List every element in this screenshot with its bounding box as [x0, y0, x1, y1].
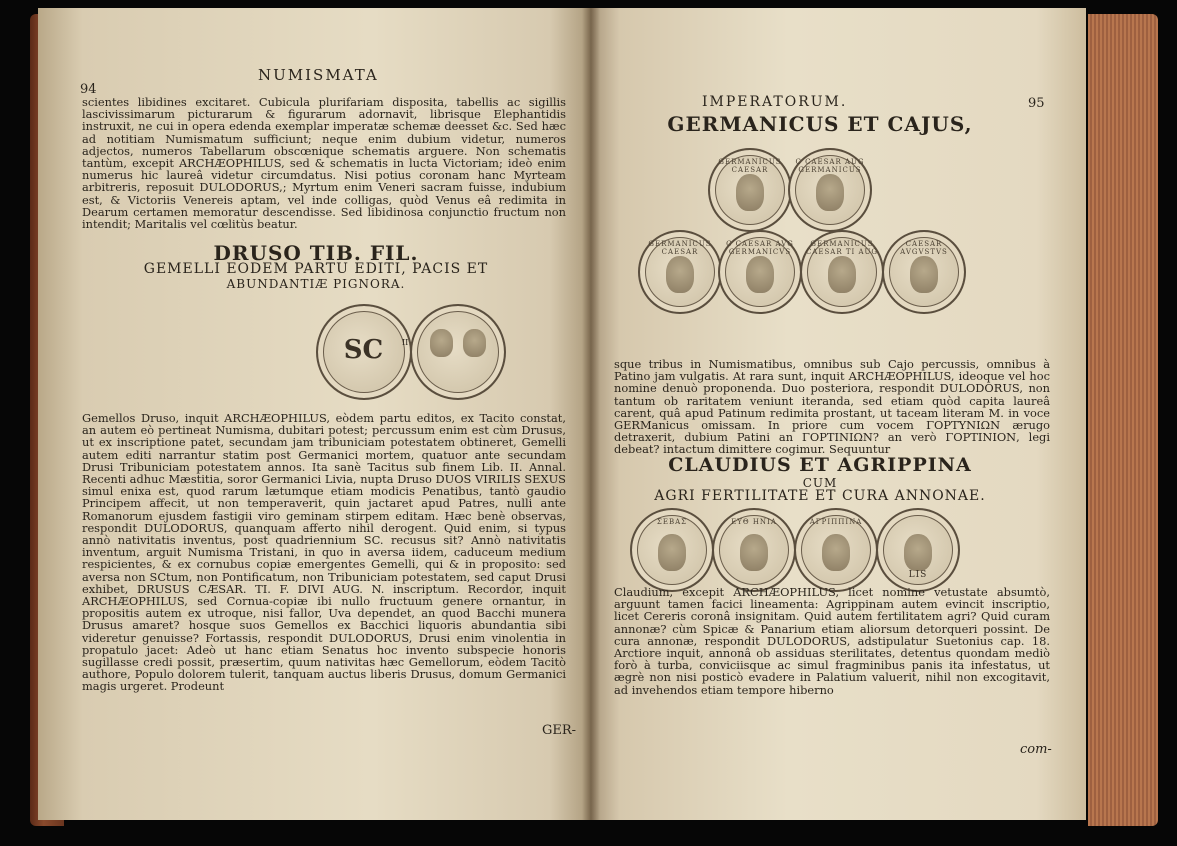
- twin-head-left: [430, 329, 453, 357]
- paragraph-2: Claudium, excepit ARCHÆOPHILUS, licet nomine vetustate absumtò, arguunt tamen facici lineamenta: Agrippinam autem evincit inscriptio, licet Cereris coronâ insignitam. Quid autem fertilitatem agri? Quid curam annonæ? cùm Spicæ & Panarium etiam aliorsum detorqueri possint. De cura annonæ, respondit DULODORUS, adstipulatur Suetonius cap. 18. Arctiore inquit, annonâ ob assiduas sterilitates, detentus quondam mediò forò à turba, conviciisque ac simul fragminibus panis ita infestatus, ut ægrè non nisi posticò evadere in Palatium valuerit, nihil non excogitavit, ad invehendos etiam tempore hiberno: [614, 585, 1050, 697]
- heading-druso: DRUSO TIB. FIL.: [213, 241, 419, 265]
- coin: [718, 230, 802, 314]
- coin-portrait: [910, 256, 939, 293]
- coin: [794, 508, 878, 592]
- coin-legend: CAESAR AVGVSTVS: [900, 240, 948, 256]
- coin: [712, 508, 796, 592]
- coin-portrait: [828, 256, 857, 293]
- coin: [882, 230, 966, 314]
- coin: [708, 148, 792, 232]
- coin-portrait: [746, 256, 775, 293]
- coin-portrait: [658, 534, 687, 571]
- coin: [876, 508, 960, 592]
- twin-head-right: [463, 329, 486, 357]
- coin-legend: ΣΕΒΑΣ: [656, 518, 688, 526]
- coin-portrait: [736, 174, 765, 211]
- coin: [630, 508, 714, 592]
- coin-portrait: [816, 174, 845, 211]
- paragraph-1: sque tribus in Numismatibus, omnibus sub Cajo percussis, omnibus à Patino jam vulgatis. At rara sunt, inquit ARCHÆOPHILUS, ideoque vel hoc nomine denuò proponenda. Duo posteriora, respondit DULODORUS, non tantum ob raritatem veniunt iteranda, sed etiam quòd capita laureâ carent, quâ apud Patinum redimita prostant, ut taceam literam M. in voce GERManicus omissam. In priore cum vocem ΓΟΡΤΥΝΙΩΝ ærugo detraxerit, dubium Patini an ΓΟΡΤΙΝΙΩΝ? an verò ΓΟΡΤΙΝΙΟΝ, legi debeat? intactum dimittere cogimur. Sequuntur: [614, 357, 1050, 457]
- coin-legend: ΑΓΡΙΠΠΙΝΑ: [809, 518, 863, 526]
- coin-portrait: [740, 534, 769, 571]
- book-cover-right: [1088, 14, 1158, 826]
- coin: [800, 230, 884, 314]
- page-number: 95: [1028, 96, 1045, 111]
- catchword: com-: [1020, 742, 1052, 757]
- coin: [788, 148, 872, 232]
- open-book: [30, 8, 1158, 826]
- heading-agri: AGRI FERTILITATE ET CURA ANNONAE.: [654, 488, 986, 504]
- coin-legend: GERMANICUS CAESAR: [718, 158, 782, 174]
- catchword: GER-: [542, 723, 577, 738]
- coin-legend: GERMANICUS CAESAR: [648, 240, 712, 256]
- page-number: 94: [80, 82, 97, 97]
- running-head: NUMISMATA: [258, 66, 379, 84]
- book-gutter: [582, 8, 600, 820]
- coin: [638, 230, 722, 314]
- heading-germanicus: GERMANICUS ET CAJUS,: [667, 112, 973, 136]
- coin-portrait: [822, 534, 851, 571]
- heading-cum: CUM: [802, 476, 838, 490]
- subheading-gemelli: GEMELLI EODEM PARTU EDITI, PACIS ET: [143, 261, 489, 277]
- heading-claudius: CLAUDIUS ET AGRIPPINA: [668, 454, 972, 476]
- coin-legend: C CAESAR AUG GERMANICUS: [795, 158, 865, 174]
- left-page: [38, 8, 594, 820]
- coin-obverse: [316, 304, 412, 400]
- paragraph-1: scientes libidines excitaret. Cubicula plurifariam disposita, tabellis ac sigillis lascivissimarum picturarum & figurarum adornavit, librisque Elephantidis instruxit, ne cui in opera edenda exemplar imperatæ schemæ deesset &c. Sed hæc ad notitiam Numismatum sufficiunt; neque enim dubium videtur, numeros adjectos, numeros Tabellarum obscœnique schematis arguere. Non schematis tantùm, excepit ARCHÆOPHILUS, sed & schematis in lucta Victoriam; ideò enim numerus hic laureâ videtur circumdatus. Nisi potius coronam hanc Myrteam arbitreris, reposuit DULODORUS,; Myrtum enim Veneri sacram fuisse, indubium est, & Victoriis Venereis aptam, vel inde colligas, quòd Venus eâ redimita in Dearum certamen memoratur descendisse. Sed libidinosa conjunctio fructum non intendit; Maritalis vel cœlitùs beatur.: [82, 95, 566, 232]
- coin-legend: C CAESAR AVG GERMANICVS: [726, 240, 794, 256]
- subheading-pignora: ABUNDANTIÆ PIGNORA.: [226, 277, 406, 291]
- coin-portrait: [904, 534, 933, 571]
- coin-sc-mark: SC: [343, 335, 384, 366]
- coin-bottom-label: LIS: [908, 570, 928, 580]
- paragraph-2: Gemellos Druso, inquit ARCHÆOPHILUS, eòdem partu editos, ex Tacito constat, an autem eò pertineat Numisma, dubitari potest; percussum enim est cùm Drusus, ut ex inscriptione patet, secundam jam tribuniciam potestatem obtineret, Gemelli autem editi narrantur statim post Germanici mortem, quatuor ante secundam Drusi Tribuniciam potestatem annos. Ita sanè Tacitus sub finem Lib. II. Annal. Recenti adhuc Mæstitia, soror Germanici Livia, nupta Druso DUOS VIRILIS SEXUS simul enixa est, quod rarum lætumque etiam modicis Penatibus, tantò gaudio Principem affecit, ut non temperaverit, quin jactaret apud Patres, nulli ante Romanorum ejusdem fastigii viro geminam stirpem editam. Hæc benè observas, respondit DULODORUS, quanquam afferto nihil derogent. Quid enim, si typus annò nativitatis inventus, post quadriennium SC. recusus sit? Annò nativitatis inventum, arguit Numisma Tristani, in quo in aversa iidem, caduceum medium respicientes, & ex cornubus copiæ emergentes Gemelli, qui & in proposito: sed aversa non SCtum, non Pontificatum, non Tribuniciam potestatem, sed caput Drusi exhibet, DRUSUS CÆSAR. TI. F. DIVI AUG. N. inscriptum. Recordor, inquit ARCHÆOPHILUS, sed Cornua-copiæ ibi nullo fructuum genere ornantur, in propositis autem ex utroque, nisi fallor, Uva dependet, an quod Bacchi munera Drusus amaret? hosque suos Gemellos ex Bacchici liquoris abundantia sibi videretur genuisse? Fortassis, respondit DULODORUS, Drusi enim vinolentia in propatulo jacet: Adeò ut hanc etiam Senatus hoc invento subspecie honoris sugillasse credi possit, præsertim, quum nativitas hæc Gemellorum, eòdem Tacitò authore, Populo dolorem tulerit, tanquam auctus liberis Drusus, domum Germanici magis urgeret. Prodeunt: [82, 411, 566, 694]
- coin-legend: GERMANICUS CAESAR TI AUG: [805, 240, 879, 256]
- coin-portrait: [666, 256, 695, 293]
- coin-reverse-twins: [410, 304, 506, 400]
- coin-label: II: [402, 338, 409, 347]
- right-page: [590, 8, 1086, 820]
- coin-legend: ΕΥΘ ΗΝΙΑ: [731, 518, 777, 526]
- running-head: IMPERATORUM.: [702, 94, 848, 110]
